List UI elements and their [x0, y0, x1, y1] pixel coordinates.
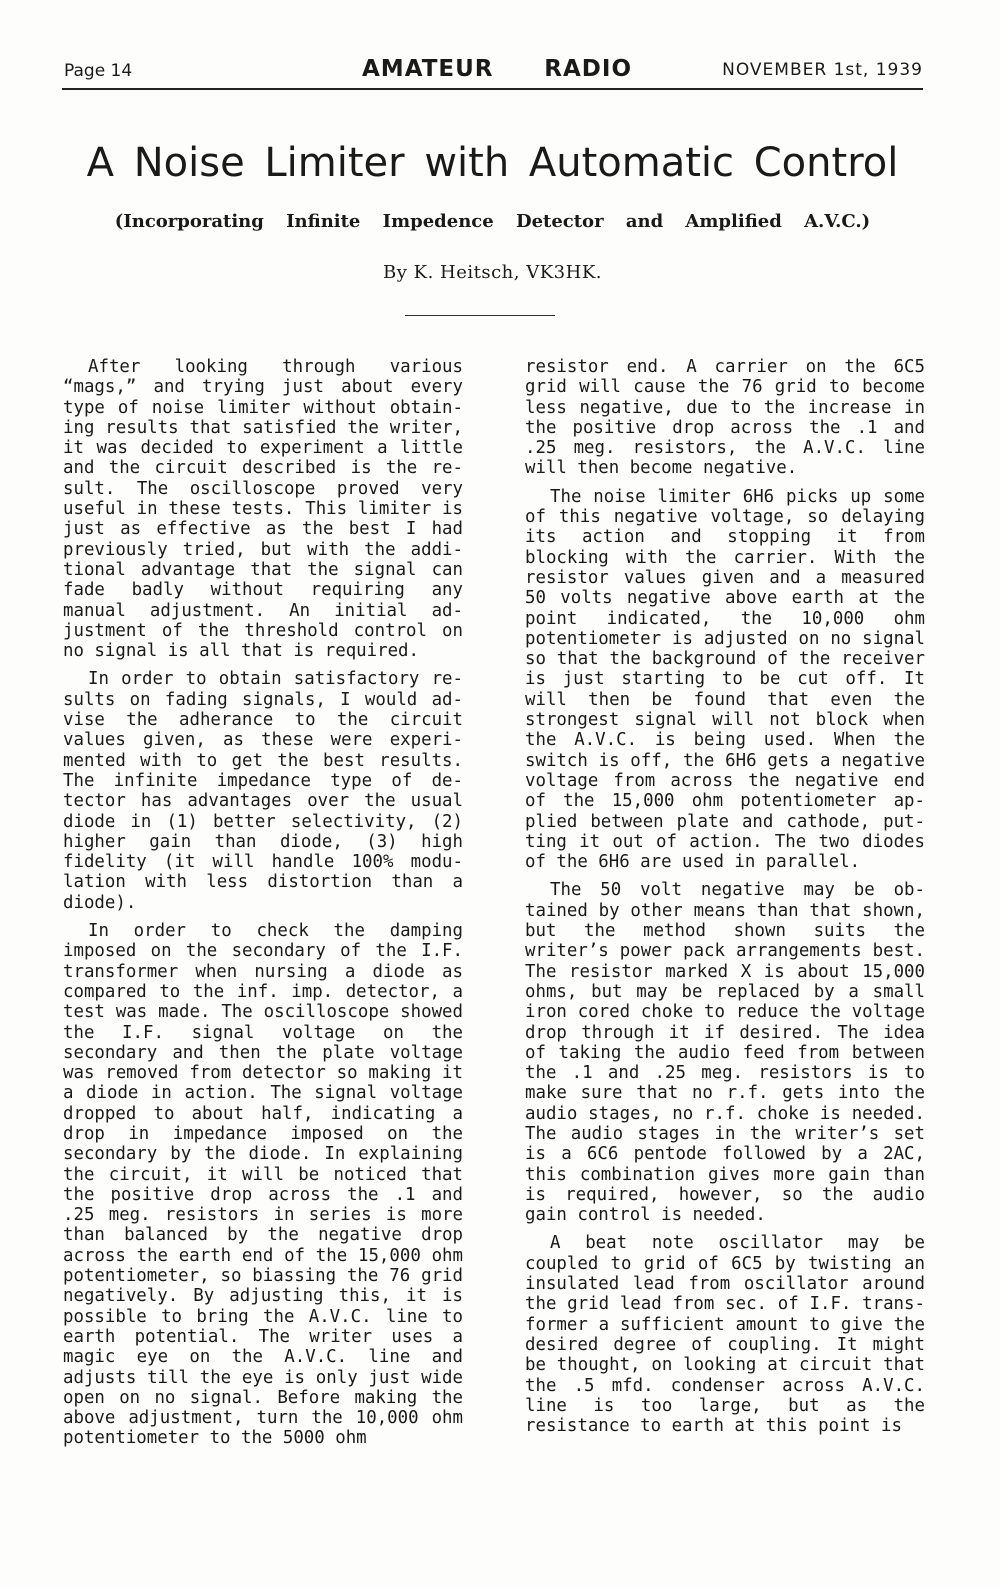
publication-name-word-1: AMATEUR	[362, 56, 494, 82]
article-byline: By K. Heitsch, VK3HK.	[383, 262, 602, 283]
page-number: Page 14	[64, 61, 133, 81]
article-title: A Noise Limiter with Automatic Control	[86, 140, 899, 186]
paragraph: resistor end. A carrier on the 6C5 grid will cause the 76 grid to become less negative, due to the increase in the positive drop across the .1 and .25 meg. resistors, the A.V.C. line will then become negative.	[525, 357, 925, 479]
paragraph: A beat note oscillator may be coupled to grid of 6C5 by twisting an insulated lead from oscillator around the grid lead from sec. of I.F. transformer a sufficient amount to give the desired degree of coupling. It might be thought, on looking at circuit that the .5 mfd. condenser across A.V.C. line is too large, but as the resistance to earth at this point is	[525, 1233, 925, 1437]
right-column	[525, 357, 925, 1444]
left-column	[63, 357, 463, 1457]
page-header	[62, 54, 923, 90]
article-subtitle: (Incorporating Infinite Impedence Detector and Amplified A.V.C.)	[114, 211, 871, 232]
issue-date: NOVEMBER 1st, 1939	[722, 60, 923, 80]
publication-name-word-2: RADIO	[544, 56, 632, 82]
publication-name	[362, 56, 632, 82]
paragraph: The 50 volt negative may be obtained by other means than that shown, but the method shown suits the writer’s power pack arrangements best. The resistor marked X is about 15,000 ohms, but may be replaced by a small iron cored choke to reduce the voltage drop through it if desired. The idea of taking the audio feed from between the .1 and .25 meg. resistors is to make sure that no r.f. gets into the audio stages, no r.f. choke is needed. The audio stages in the writer’s set is a 6C6 pentode followed by a 2AC, this combination gives more gain than is required, however, so the audio gain control is needed.	[525, 880, 925, 1226]
paragraph: The noise limiter 6H6 picks up some of this negative voltage, so delaying its action and stopping it from blocking with the carrier. With the resistor values given and a measured 50 volts negative above earth at the point indicated, the 10,000 ohm potentiometer is adjusted on no signal so that the background of the receiver is just starting to be cut off. It will then be found that even the strongest signal will not block when the A.V.C. is being used. When the switch is off, the 6H6 gets a negative voltage from across the negative end of the 15,000 ohm potentiometer applied between plate and cathode, putting it out of action. The two diodes of the 6H6 are used in parallel.	[525, 486, 925, 873]
title-divider	[405, 315, 555, 316]
paragraph: In order to check the damping imposed on the secondary of the I.F. transformer when nursing a diode as compared to the inf. imp. detector, a test was made. The oscilloscope showed the I.F. signal voltage on the secondary and then the plate voltage was removed from detector so making it a diode in action. The signal voltage dropped to about half, indicating a drop in impedance imposed on the secondary by the diode. In explaining the circuit, it will be noticed that the positive drop across the .1 and .25 meg. resistors in series is more than balanced by the negative drop across the earth end of the 15,000 ohm potentiometer, so biassing the 76 grid negatively. By adjusting this, it is possible to bring the A.V.C. line to earth potential. The writer uses a magic eye on the A.V.C. line and adjusts till the eye is only just wide open on no signal. Before making the above adjustment, turn the 10,000 ohm potentiometer to the 5000 ohm	[63, 921, 463, 1449]
paragraph: After looking through various “mags,” and trying just about every type of noise limiter without obtaining results that satisfied the writer, it was decided to experiment a little and the circuit described is the result. The oscilloscope proved very useful in these tests. This limiter is just as effective as the best I had previously tried, but with the additional advantage that the signal can fade badly without requiring any manual adjustment. An initial adjustment of the threshold control on no signal is all that is required.	[63, 357, 463, 662]
paragraph: In order to obtain satisfactory results on fading signals, I would advise the adherance to the circuit values given, as these were experimented with to get the best results. The infinite impedance type of detector has advantages over the usual diode in (1) better selectivity, (2) higher gain than diode, (3) high fidelity (it will handle 100% modulation with less distortion than a diode).	[63, 669, 463, 913]
